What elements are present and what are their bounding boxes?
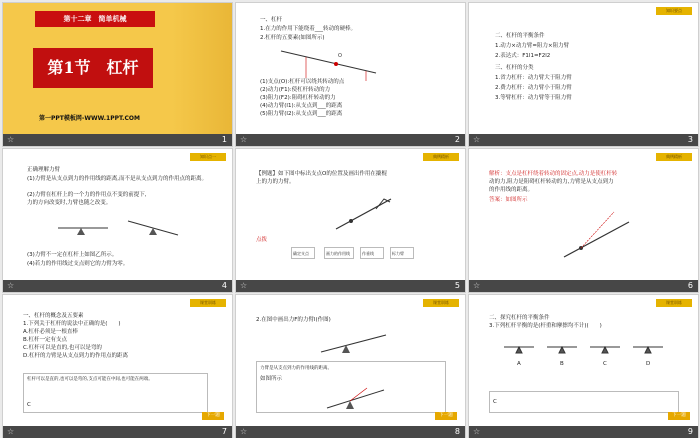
section-tag: 课堂训练: [656, 299, 692, 307]
slide-transition-icon: ☆: [7, 135, 15, 144]
slide-number: 5: [454, 281, 460, 290]
flow-step-4: 标力臂: [390, 247, 414, 259]
text-line: (2)力臂在杠杆上的一个力的作用点不变的前提下,: [27, 192, 147, 198]
slide-footer-bar: [469, 426, 698, 438]
slide-thumbnail-6[interactable]: [469, 149, 698, 292]
flow-step-1: 确定支点: [291, 247, 315, 259]
slide-transition-icon: ☆: [240, 135, 248, 144]
slide-thumbnail-7[interactable]: [3, 295, 232, 438]
text-line: (5)阻力臂(l2):从支点到___的距离: [260, 111, 343, 117]
text-line: 2.杠杆的五要素(如图所示): [260, 35, 325, 41]
text-line: (4)动力臂(l1):从支点到___的距离: [260, 103, 343, 109]
question-figure: [316, 327, 396, 357]
slide-thumbnail-5[interactable]: [236, 149, 465, 292]
answer-text: 答案：如图所示: [489, 197, 528, 203]
slide-number: 1: [221, 135, 227, 144]
text-line: (4)若力的作用线过支点则它的力臂为零。: [27, 261, 129, 267]
text-line: 1.动力×动力臂=阻力×阻力臂: [495, 43, 570, 49]
answer-text: C: [493, 399, 497, 405]
answer-text: C: [27, 402, 31, 408]
slide-number: 4: [221, 281, 227, 290]
section-title: 第1节 杠杆: [47, 58, 139, 77]
text-line: 2.费力杠杆：动力臂小于阻力臂: [495, 85, 572, 91]
heading: 正确理解力臂: [27, 167, 61, 173]
text-line: 1.省力杠杆：动力臂大于阻力臂: [495, 75, 572, 81]
slide-number: 2: [454, 135, 460, 144]
slide-transition-icon: ☆: [7, 427, 15, 436]
slide-transition-icon: ☆: [473, 135, 481, 144]
slide-number: 8: [454, 427, 460, 436]
slide-transition-icon: ☆: [473, 427, 481, 436]
choice-d: D: [646, 361, 651, 367]
choice-b: B: [560, 361, 564, 367]
slide-number: 7: [221, 427, 227, 436]
text-line: 1.在力的作用下能绕着___转动的硬棒。: [260, 26, 356, 32]
answer-text: 如图所示: [260, 376, 283, 382]
slide-footer-bar: [236, 134, 465, 146]
site-watermark: 第一PPT模板网-WWW.1PPT.COM: [39, 115, 140, 122]
hint-label: 点拨: [256, 237, 268, 243]
crowbar-figure: [331, 189, 401, 234]
flow-step-3: 作垂线: [360, 247, 384, 259]
question-text: 2.在图中画出力F的力臂l(作图): [256, 317, 331, 323]
analysis-text: 的作用线的距离。: [489, 187, 534, 193]
answer-figure: [322, 384, 392, 412]
question-text: 【例题】如下图中标出支点O的位置及画出作用在撬棍: [256, 171, 387, 177]
lever-diagram: [276, 43, 386, 83]
heading: 二、杠杆的平衡条件: [495, 33, 545, 39]
text-line: (3)阻力(F2):阻碍杠杆转动的力: [260, 95, 336, 101]
text-line: 2.表达式：F1l1=F2l2: [495, 53, 551, 59]
heading: 一、杠杆: [260, 17, 283, 23]
slide-footer-bar: [3, 426, 232, 438]
svg-text:O: O: [338, 53, 342, 59]
section-tag: 典例精析: [423, 153, 459, 161]
slide-footer-bar: [236, 280, 465, 292]
section-tag: 课堂训练: [423, 299, 459, 307]
option-c: C.杠杆可以是直的,也可以是弯的: [23, 345, 102, 351]
question-text: 3.下列杠杆平衡的是(杆重和摩擦均不计)( ): [489, 323, 602, 329]
text-line: (1)力臂是从支点到力的作用线的距离,而不是从支点到力的作用点的距离。: [27, 176, 208, 182]
slide-number: 6: [687, 281, 693, 290]
chapter-title: 第十二章 简单机械: [63, 15, 127, 23]
next-question-button[interactable]: 下一题: [435, 412, 457, 420]
balance-figures: [499, 335, 669, 365]
section-tag: 知识要点: [656, 7, 692, 15]
slide-thumbnail-8[interactable]: [236, 295, 465, 438]
option-a: A.杠杆必须是一根直棒: [23, 329, 78, 335]
slide-footer-bar: [3, 134, 232, 146]
text-line: 力的方向改变时,力臂也随之改变。: [27, 200, 112, 206]
slide-transition-icon: ☆: [240, 427, 248, 436]
section-tag: 课堂训练: [190, 299, 226, 307]
slide-transition-icon: ☆: [473, 281, 481, 290]
choice-a: A: [517, 361, 521, 367]
slide-footer-bar: [469, 134, 698, 146]
explanation-box: [256, 361, 446, 413]
text-line: 3.等臂杠杆：动力臂等于阻力臂: [495, 95, 572, 101]
choice-c: C: [603, 361, 607, 367]
slide-thumbnail-9[interactable]: [469, 295, 698, 438]
next-question-button[interactable]: 下一题: [202, 412, 224, 420]
flow-step-2: 画力的作用线: [324, 247, 354, 259]
slide-transition-icon: ☆: [240, 281, 248, 290]
slide-footer-bar: [236, 426, 465, 438]
slide-number: 3: [687, 135, 693, 144]
slide-transition-icon: ☆: [7, 281, 15, 290]
answer-figure: [559, 207, 639, 262]
analysis-text: 动的力,阻力是阻碍杠杆转动的力,力臂是从支点到力: [489, 179, 614, 185]
explanation-text: 力臂是从支点到力的作用线的距离。: [260, 366, 332, 371]
text-line: (1)支点(O):杠杆可以绕其转动的点: [260, 79, 345, 85]
section-banner: [33, 48, 153, 88]
slide-footer-bar: [3, 280, 232, 292]
question-text: 上的力的力臂。: [256, 179, 295, 185]
heading: 二、探究杠杆的平衡条件: [489, 315, 550, 321]
slide-footer-bar: [469, 280, 698, 292]
lever-figures: [53, 213, 183, 243]
text-line: (2)动力(F1):使杠杆转动的力: [260, 87, 331, 93]
slide-thumbnail-3[interactable]: [469, 3, 698, 146]
text-line: (3)力臂不一定在杠杆上如图乙所示。: [27, 252, 118, 258]
question-text: 1.下列关于杠杆的说法中正确的是( ): [23, 321, 121, 327]
analysis-text: 解析：支点是杠杆绕着转动的固定点,动力是使杠杆转: [489, 171, 618, 177]
option-d: D.杠杆的力臂是从支点到力的作用点的距离: [23, 353, 128, 359]
answer-box: [489, 391, 679, 413]
title-background: [3, 3, 232, 146]
slide-thumbnail-1[interactable]: [3, 3, 232, 146]
slide-thumbnail-4[interactable]: [3, 149, 232, 292]
slide-thumbnail-2[interactable]: [236, 3, 465, 146]
option-b: B.杠杆一定有支点: [23, 337, 68, 343]
next-question-button[interactable]: 下一题: [668, 412, 690, 420]
slide-number: 9: [687, 427, 693, 436]
chapter-ribbon: [35, 11, 155, 27]
heading: 一、杠杆的概念及五要素: [23, 313, 84, 319]
explanation-text: 杠杆可以是直的,也可以是弯的,支点可能在中间,也可能在两端。: [27, 377, 153, 382]
section-tag: 知识点一: [190, 153, 226, 161]
explanation-box: [23, 373, 208, 413]
section-tag: 典例精析: [656, 153, 692, 161]
heading: 三、杠杆的分类: [495, 65, 534, 71]
